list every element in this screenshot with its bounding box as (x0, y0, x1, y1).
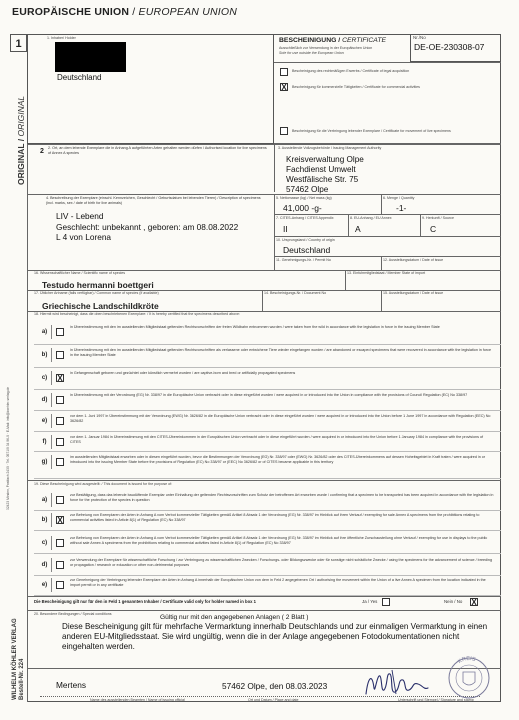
box19-row-divider (34, 553, 501, 554)
box18-row-divider (34, 451, 501, 452)
validity-no-checkbox[interactable]: X (471, 598, 477, 607)
original-de: ORIGINAL (16, 143, 26, 185)
box17-box14-divider (262, 290, 263, 311)
box10-country-of-origin: Deutschland (283, 245, 331, 255)
purpose-movement-checkbox[interactable] (280, 127, 288, 135)
box18-row-letter: b) (38, 348, 52, 362)
box16-label: 16. Wissenschaftlicher Name / Scientific name of species (34, 271, 126, 275)
box18-row-checkbox[interactable] (56, 328, 64, 336)
box19-row-letter: e) (38, 578, 52, 592)
row-divider-10 (274, 236, 501, 237)
box19-row-text: zur Befreiung von Exemplaren der Arten in Anhang A vom Verbot kommerzieller Tätigkeiten gemäß Artikel 8 Absatz 1 der Verordnung (EG) Nr. 338/97 im Hinblick auf ihre öffentliche Zurschaustellung ohne Verkauf / exempting for use in displays to the public without sale Annex A specimens from the prohibitions relating to commercial activities listed in Article 8(1) of Regulation (EC) No 338/97 (70, 536, 488, 545)
box18-row-text: in Übereinstimmung mit den im ausstellenden Mitgliedstaat geltenden Rechtsvorschriften der freien Wildbahn entnommen wurden / were taken from the wild in accordance with the legislation in force in the issuing Member State (70, 325, 440, 329)
order-number: Bestell-Nr. 224 (19, 658, 25, 700)
box18-row-checkbox[interactable] (56, 417, 64, 425)
box18-row-text: in Übereinstimmung mit der Verordnung (EG) Nr. 338/97 in die Europäische Union verbracht oder in diese eingeführt wurden / were acquired in or introduced into the Union in compliance with the provisions of Council Regulation (EC) No 338/97 (70, 393, 468, 397)
authority-line-4: 57462 Olpe (286, 185, 329, 194)
box4-label: 4. Beschreibung der Exemplare (einschl. Kennzeichen, Geschlecht / Geburtsdatum bei lebenden Tieren) / Description of specimens (incl. marks, sex / date of birth for live animals) (46, 196, 261, 205)
row-divider-19 (27, 480, 501, 481)
original-en: ORIGINAL (16, 95, 26, 137)
issuing-official-label: Name des ausstellenden Beamten / Name of issuing official (90, 698, 185, 702)
box19-row-text: zur Verwendung der Exemplare für wissenschaftliche Forschung / zur Verbringung zu wissenschaftlichen Zwecken / Forschungs- oder Bildungszwecke oder für sonstige nicht schädliche Zwecke / using the specimens for the advancement of science / breeding or propagation / research or education or other non-detrimental purposes (70, 558, 493, 567)
box18-row-text: in Übereinstimmung mit den im ausstellenden Mitgliedstaat geltenden Rechtsvorschriften als verlassene oder entwichene Tiere wieder eingefangen wurden / are abandoned or escaped specimens that were recovered in accordance with the legislation in force in the issuing Member State (70, 348, 492, 357)
box7-box8-divider (348, 214, 349, 236)
box8-label: 8. EU-Anhang / EU Annex (350, 216, 392, 220)
box18-row-checkbox[interactable] (56, 458, 64, 466)
row-divider-11 (274, 256, 501, 257)
box19-row-checkbox[interactable] (56, 496, 64, 504)
box18-row-letter: c) (38, 371, 52, 385)
place-and-date: 57462 Olpe, den 08.03.2023 (222, 681, 328, 691)
certificate-nr-label: Nr./No (413, 35, 426, 40)
box10-label: 10. Ursprungsland / Country of origin (276, 238, 335, 242)
box18-label: 18. Hiermit wird bescheinigt, dass die oben beschriebenen Exemplare: / It is hereby certified that the specimens described above: (34, 312, 240, 316)
box2-label: 2. Ort, an dem lebende Exemplare die in Anhang A aufgeführten Arten gehalten werden dürfen / Authorised location for live specimens of Annex A species (48, 146, 267, 155)
certificate-number: DE-OE-230308-07 (414, 42, 485, 52)
authority-line-3: Westfälische Str. 75 (286, 175, 359, 184)
row-divider-validity (27, 596, 501, 597)
box4-description (56, 211, 238, 243)
row-divider-4 (27, 194, 501, 195)
box19-row-letter: d) (38, 558, 52, 572)
description-line-1: LIV - Lebend (56, 211, 104, 221)
purpose-commercial-label: Bescheinigung für kommerzielle Tätigkeiten / Certificate for commercial activities (292, 85, 420, 89)
box18-row-divider (34, 431, 501, 432)
box4-right-divider (274, 194, 275, 270)
box13-label: 13. Einfuhrmitgliedstaat / Member State of import (347, 271, 426, 275)
box18-row-letter: a) (38, 325, 52, 339)
box18-row-checkbox[interactable]: X (57, 374, 63, 383)
box9-label: 9. Herkunft / Source (422, 216, 454, 220)
box16-box13-divider (345, 270, 346, 290)
certificate-subtitle-en: Sole for use outside the European Union (279, 51, 344, 55)
box18-row-checkbox[interactable] (56, 396, 64, 404)
validity-text: Die Bescheinigung gilt nur für den in Feld 1 genannten Inhaber / Certificate valid only for holder named in box 1 (34, 599, 256, 604)
box9-source: C (430, 224, 437, 234)
purpose-legal-acquisition-label: Bescheinigung des rechtmäßigen Erwerbs / Certificate of legal acquisition (292, 69, 410, 73)
redacted-holder-name (55, 42, 126, 72)
eu-title-en: EUROPEAN UNION (138, 6, 238, 18)
certificate-title-de: BESCHEINIGUNG (279, 37, 337, 44)
box19-row-checkbox[interactable] (56, 561, 64, 569)
box19-row-divider (34, 530, 501, 531)
box18-row-letter: d) (38, 393, 52, 407)
box3-authority (286, 155, 364, 195)
box18-row-text: vor dem 1. Januar 1984 in Übereinstimmung mit den CITES-Übereinkommen in der Europäischen Union verbracht oder in diese eingeführt wurden / were acquired in or introduced into the Union before 1 January 1984 in compliance with the provisions of CITES (70, 435, 484, 444)
box18-row-text: in Gefangenschaft geboren und gezüchtet oder künstlich vermehrt wurden / are captive-born and bred or artificially propagated specimens (70, 371, 296, 375)
official-stamp (446, 655, 492, 701)
box19-row-letter: b) (38, 513, 52, 527)
box19-label: 19. Diese Bescheinigung wird ausgestellt: / This document is issued for the purpose of: (34, 482, 173, 486)
box18-row-divider (34, 478, 501, 479)
purpose-commercial-checkbox[interactable]: X (281, 83, 287, 92)
row-divider-20 (27, 610, 501, 611)
authority-line-2: Fachdienst Umwelt (286, 165, 356, 174)
box5-label: 5. Nettomasse (kg) / Net mass (kg) (276, 196, 332, 200)
issuing-official-name: Mertens (56, 680, 86, 690)
official-signature (362, 664, 432, 700)
validity-yes-label: Ja / Yes (362, 599, 378, 604)
box20-special-conditions: Diese Bescheinigung gilt für mehrfache Vermarktung innerhalb Deutschlands und zur einmaligen Vermarktung in einen anderen EU-Mitgliedsstaat. Sie wird ungültig, wenn die in der Anlage angegebenen Fotodokumentationen nicht eingehalten werden. (62, 622, 488, 652)
authority-line-1: Kreisverwaltung Olpe (286, 155, 364, 164)
validity-yes-checkbox[interactable] (382, 598, 390, 606)
eu-title-sep: / (132, 6, 136, 18)
box8-box9-divider (420, 214, 421, 236)
row-divider-7 (274, 214, 501, 215)
box12-label: 12. Ausstellungsdatum / Date of issue (383, 258, 444, 262)
sidebar-original: ORIGINAL / ORIGINAL (16, 95, 26, 185)
description-line-2: Geschlecht: unbekannt , geboren: am 08.08.2022 (56, 221, 239, 232)
box3-label: 3. Ausstellende Vollzugsbehörde / Issuing Management Authority (278, 146, 382, 150)
box19-row-checkbox[interactable] (56, 539, 64, 547)
box19-row-divider (34, 510, 501, 511)
publisher-name: WILHELM KÖHLER VERLAG (12, 618, 18, 700)
box11-label: 11. Genehmigungs-Nr. / Permit No (276, 258, 331, 262)
box18-row-divider (34, 344, 501, 345)
purpose-divider-top (274, 62, 501, 63)
certificate-title: BESCHEINIGUNG / CERTIFICATE (279, 37, 387, 44)
sidebar-divider (27, 52, 28, 702)
box19-row-checkbox[interactable] (56, 581, 64, 589)
stamp-lettering: KREIS (457, 655, 477, 666)
box8-eu-annex: A (355, 224, 361, 234)
box14-box15-divider (381, 290, 382, 311)
box2-box3-divider (274, 144, 275, 192)
box19-row-letter: a) (38, 493, 52, 507)
box1-label: 1. Inhaber/ Holder (47, 36, 76, 40)
publisher-address: 32423 Minden, Postfach 2430 · Tel. 0571/9 34 96-0 · E-Mail: info@koehler-verlag.de (6, 386, 10, 510)
box6-quantity: -1- (396, 203, 407, 213)
eu-title-de: EUROPÄISCHE UNION (12, 6, 130, 18)
box18-row-divider (34, 367, 501, 368)
box18-row-checkbox[interactable] (56, 438, 64, 446)
box18-row-divider (34, 389, 501, 390)
box19-row-letter: c) (38, 536, 52, 550)
signature-stamp-label: Unterschrift und Stempel / Signature and stamp (398, 698, 474, 702)
box18-row-letter: e) (38, 414, 52, 428)
box19-row-text: zur Bestätigung, dass das lebende baudüftende Exemplar unter Einhaltung der geltenden Rechtsvorschriften zum Schutz der betroffenen Art erworben wurde / confirming that a specimen to be transported has been acquired in accordance with the legislation in force for the protection of the species in question (70, 493, 494, 502)
box1-number: 1 (10, 34, 27, 52)
box18-row-checkbox[interactable] (56, 351, 64, 359)
box19-row-text: zur Genehmigung der Verbringung lebender Exemplare der Arten in Anhang A innerhalb der Europäischen Union von dem in Feld 2 angegebenen Ort / authorising the movement within the Union of a live Annex A specimen from the location indicated in the import permit or in any certificate (70, 578, 486, 587)
box6-label: 6. Menge / Quantity (383, 196, 415, 200)
holder-country: Deutschland (57, 73, 102, 82)
scientific-name: Testudo hermanni boettgeri (42, 280, 154, 290)
box20-label: 20. Besondere Bedingungen / Special conditions (34, 612, 112, 616)
description-line-3: L 4 von Lorena (56, 232, 112, 242)
certificate-title-en: CERTIFICATE (342, 37, 387, 44)
box18-row-letter: f) (38, 435, 52, 449)
box5-net-mass: 41,000 -g- (283, 203, 322, 213)
box5-box6-divider (381, 194, 382, 214)
box7-label: 7. CITES-Anhang / CITES Appendix (276, 216, 334, 220)
box18-row-text: vor dem 1. Juni 1997 in Übereinstimmung mit der Verordnung (EWG) Nr. 3626/82 in die Europäische Union verbracht oder in diese eingeführt wurden / were acquired in or introduced into the Union before 1 June 1997 in accordance with Regulation (EEC) No 3626/82 (70, 414, 491, 423)
place-date-label: Ort und Datum / Place and date (248, 698, 299, 702)
row-divider-2 (27, 144, 501, 145)
box18-row-text: im ausstellenden Mitgliedstaat erworben oder in diesen eingeführt wurden, bevor die Bestimmungen der Verordnung (EG) Nr. 338/97 oder (EWG) Nr. 3626/82 oder des CITES-Übereinkommens auf dessen Hoheitsgebiet in Kraft traten / were acquired in or introduced into the issuing Member State before the provisions of Regulation (EC) No 338/97 or (EEC) No 3626/82 or of CITES became applicable in this territory (70, 455, 486, 464)
box15-label: 15. Ausstellungsdatum / Date of issue (383, 291, 444, 295)
box18-row-divider (34, 410, 501, 411)
box19-row-text: zur Befreiung von Exemplaren der Arten in Anhang A vom Verbot kommerzieller Tätigkeiten gemäß Artikel 8 Absatz 1 der Verordnung (EG) Nr. 338/97 im Hinblick auf ihren Verkauf / exempting for sale Annex A specimens from the prohibitions relating to commercial activities listed in Article 8(1) of Regulation (EC) No 338/97 (70, 513, 480, 522)
certificate-subtitle-de: Ausschließlich zur Verwendung in der Europäischen Union (279, 46, 373, 50)
box14-label: 14. Bescheinigungs-Nr. / Document No (264, 291, 327, 295)
purpose-movement-label: Bescheinigung für die Verbringung lebender Exemplare / Certificate for movement of live specimens (292, 129, 451, 133)
purpose-legal-acquisition-checkbox[interactable] (280, 68, 288, 76)
eu-header (12, 6, 237, 18)
box19-row-checkbox[interactable]: X (57, 516, 63, 525)
box20-attachments: Gültig nur mit den angegebenen Anlagen ( 2 Blatt ) (160, 614, 309, 621)
common-name: Griechische Landschildkröte (42, 301, 159, 311)
box19-row-divider (34, 575, 501, 576)
box2-number: 2 (40, 148, 44, 155)
box17-label: 17. Üblicher Artname (falls verfügbar) / Common name of species (if available) (34, 291, 159, 295)
validity-no-label: Nein / No (444, 599, 463, 604)
box11-box12-divider (381, 256, 382, 270)
box18-row-letter: g) (38, 455, 52, 469)
box7-cites-appendix: II (283, 224, 288, 234)
